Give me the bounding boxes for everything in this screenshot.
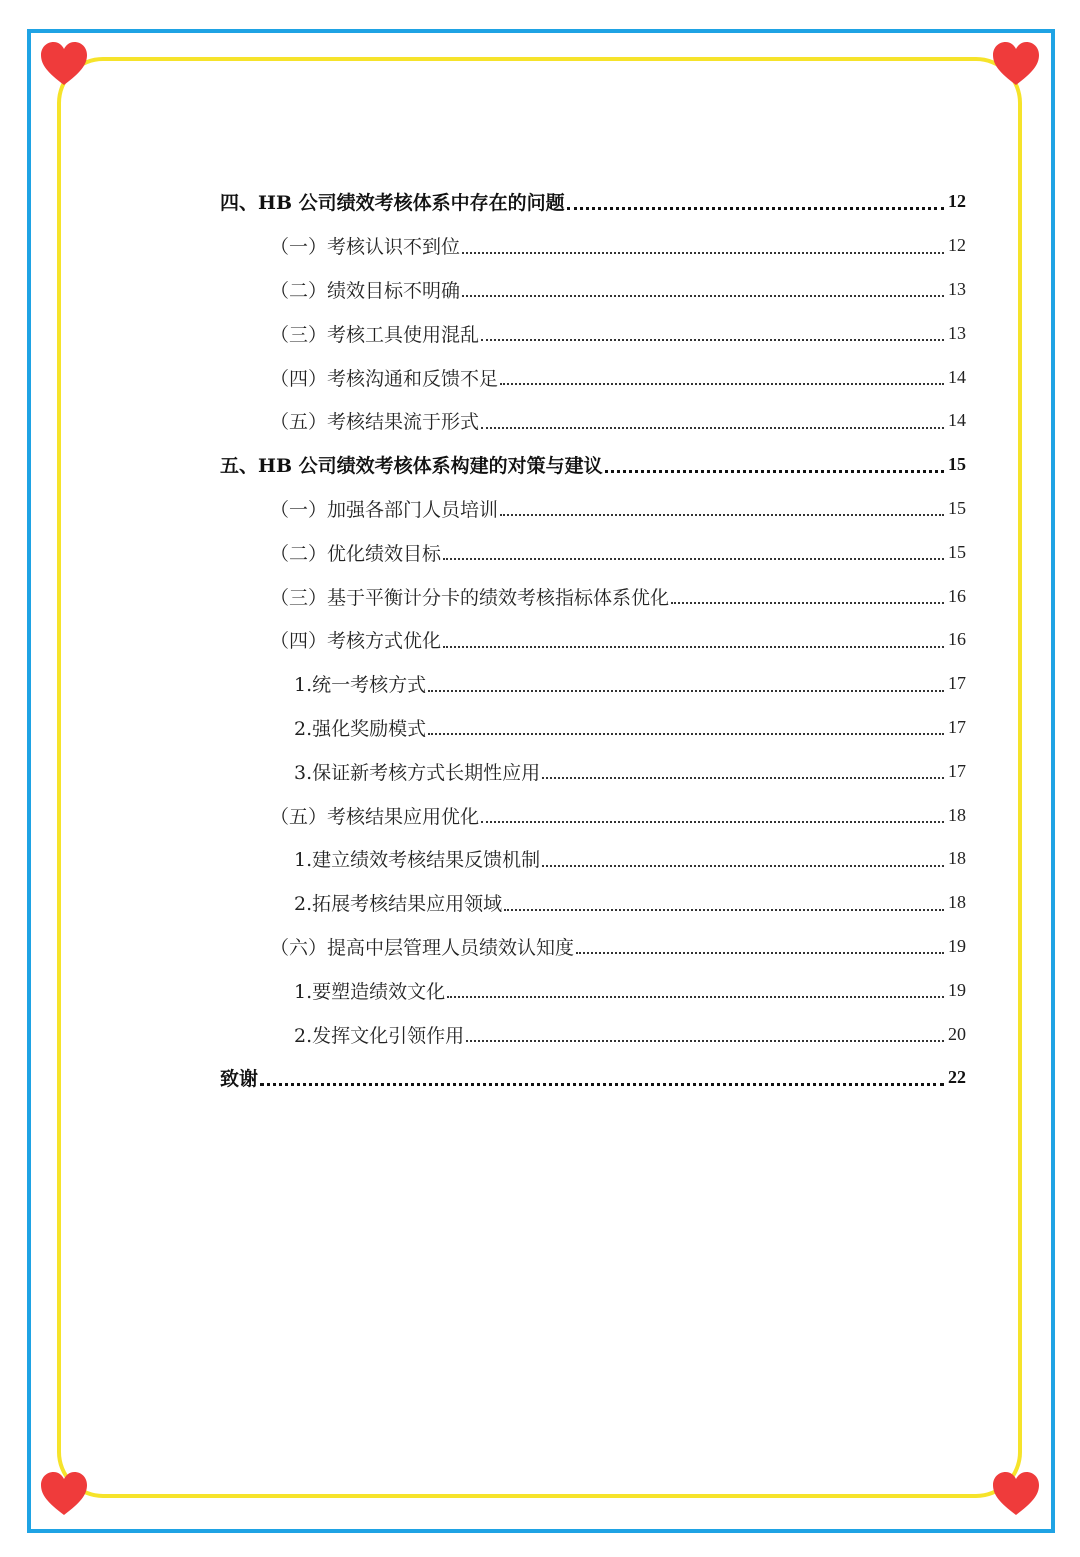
dot-leader: [542, 777, 944, 779]
toc-section-entry[interactable]: [220, 224, 966, 268]
toc-page-number: 12: [948, 235, 966, 256]
toc-subsection-entry[interactable]: [220, 968, 966, 1012]
dot-leader: [576, 952, 944, 954]
dot-leader: [500, 383, 944, 385]
toc-page-number: 13: [948, 322, 966, 343]
toc-section-entry[interactable]: [220, 530, 966, 574]
toc-entry-title: （一）考核认识不到位: [270, 236, 461, 259]
toc-entry-title: （二）优化绩效目标: [270, 542, 442, 565]
toc-entry-title: 2.发挥文化引领作用: [294, 1024, 465, 1047]
dot-leader: [500, 514, 944, 516]
toc-entry-title: 1.建立绩效考核结果反馈机制: [294, 849, 541, 872]
table-of-contents: [220, 180, 966, 1100]
toc-section-entry[interactable]: [220, 618, 966, 662]
toc-section-entry[interactable]: [220, 399, 966, 443]
dot-leader: [466, 1040, 944, 1042]
heart-icon: [38, 38, 90, 90]
toc-entry-title: 1.统一考核方式: [294, 674, 427, 697]
toc-entry-title: （六）提高中层管理人员绩效认知度: [270, 936, 575, 959]
toc-page-number: 22: [948, 1067, 966, 1088]
toc-page-number: 19: [948, 979, 966, 1000]
toc-section-entry[interactable]: [220, 487, 966, 531]
toc-subsection-entry[interactable]: [220, 881, 966, 925]
dot-leader: [428, 690, 944, 692]
toc-page-number: 12: [948, 191, 966, 212]
toc-page-number: 16: [948, 585, 966, 606]
dot-leader: [443, 646, 944, 648]
toc-entry-title: （二）绩效目标不明确: [270, 279, 461, 302]
toc-section-entry[interactable]: [220, 925, 966, 969]
dot-leader: [260, 1083, 944, 1086]
toc-subsection-entry[interactable]: [220, 662, 966, 706]
toc-page-number: 20: [948, 1023, 966, 1044]
toc-subsection-entry[interactable]: [220, 706, 966, 750]
dot-leader: [504, 909, 944, 911]
toc-chapter-entry[interactable]: [220, 1056, 966, 1100]
toc-page-number: 18: [948, 804, 966, 825]
toc-entry-title: 2.拓展考核结果应用领域: [294, 893, 503, 916]
heart-icon: [990, 38, 1042, 90]
toc-page-number: 17: [948, 760, 966, 781]
dot-leader: [462, 295, 944, 297]
toc-chapter-entry[interactable]: [220, 443, 966, 487]
toc-subsection-entry[interactable]: [220, 837, 966, 881]
toc-page-number: 15: [948, 454, 966, 475]
dot-leader: [481, 821, 944, 823]
toc-entry-title: （四）考核沟通和反馈不足: [270, 367, 499, 390]
toc-page-number: 16: [948, 629, 966, 650]
toc-page-number: 17: [948, 716, 966, 737]
toc-entry-title: （三）基于平衡计分卡的绩效考核指标体系优化: [270, 586, 670, 609]
toc-entry-title: 致谢: [220, 1068, 259, 1091]
toc-entry-title: （五）考核结果流于形式: [270, 411, 480, 434]
dot-leader: [447, 996, 944, 998]
toc-entry-title: 3.保证新考核方式长期性应用: [294, 761, 541, 784]
heart-icon: [990, 1468, 1042, 1520]
toc-entry-title: 1.要塑造绩效文化: [294, 980, 446, 1003]
toc-entry-title: 四、HB 公司绩效考核体系中存在的问题: [220, 192, 565, 215]
toc-page-number: 13: [948, 278, 966, 299]
heart-icon: [38, 1468, 90, 1520]
toc-subsection-entry[interactable]: [220, 749, 966, 793]
toc-page-number: 18: [948, 848, 966, 869]
toc-page-number: 18: [948, 892, 966, 913]
toc-entry-title: 五、HB 公司绩效考核体系构建的对策与建议: [220, 455, 603, 478]
toc-subsection-entry[interactable]: [220, 1012, 966, 1056]
toc-section-entry[interactable]: [220, 574, 966, 618]
dot-leader: [428, 733, 944, 735]
toc-page-number: 19: [948, 935, 966, 956]
dot-leader: [443, 558, 944, 560]
dot-leader: [481, 427, 944, 429]
toc-chapter-entry[interactable]: [220, 180, 966, 224]
toc-entry-title: （四）考核方式优化: [270, 630, 442, 653]
toc-entry-title: 2.强化奖励模式: [294, 717, 427, 740]
toc-page-number: 14: [948, 366, 966, 387]
toc-page-number: 15: [948, 497, 966, 518]
toc-section-entry[interactable]: [220, 355, 966, 399]
toc-page-number: 15: [948, 541, 966, 562]
toc-section-entry[interactable]: [220, 311, 966, 355]
toc-entry-title: （一）加强各部门人员培训: [270, 498, 499, 521]
dot-leader: [462, 252, 944, 254]
toc-section-entry[interactable]: [220, 268, 966, 312]
dot-leader: [567, 207, 944, 210]
dot-leader: [542, 865, 944, 867]
dot-leader: [481, 339, 944, 341]
toc-entry-title: （五）考核结果应用优化: [270, 805, 480, 828]
toc-entry-title: （三）考核工具使用混乱: [270, 323, 480, 346]
toc-page-number: 17: [948, 673, 966, 694]
toc-section-entry[interactable]: [220, 793, 966, 837]
dot-leader: [605, 470, 944, 473]
dot-leader: [671, 602, 944, 604]
toc-page-number: 14: [948, 410, 966, 431]
